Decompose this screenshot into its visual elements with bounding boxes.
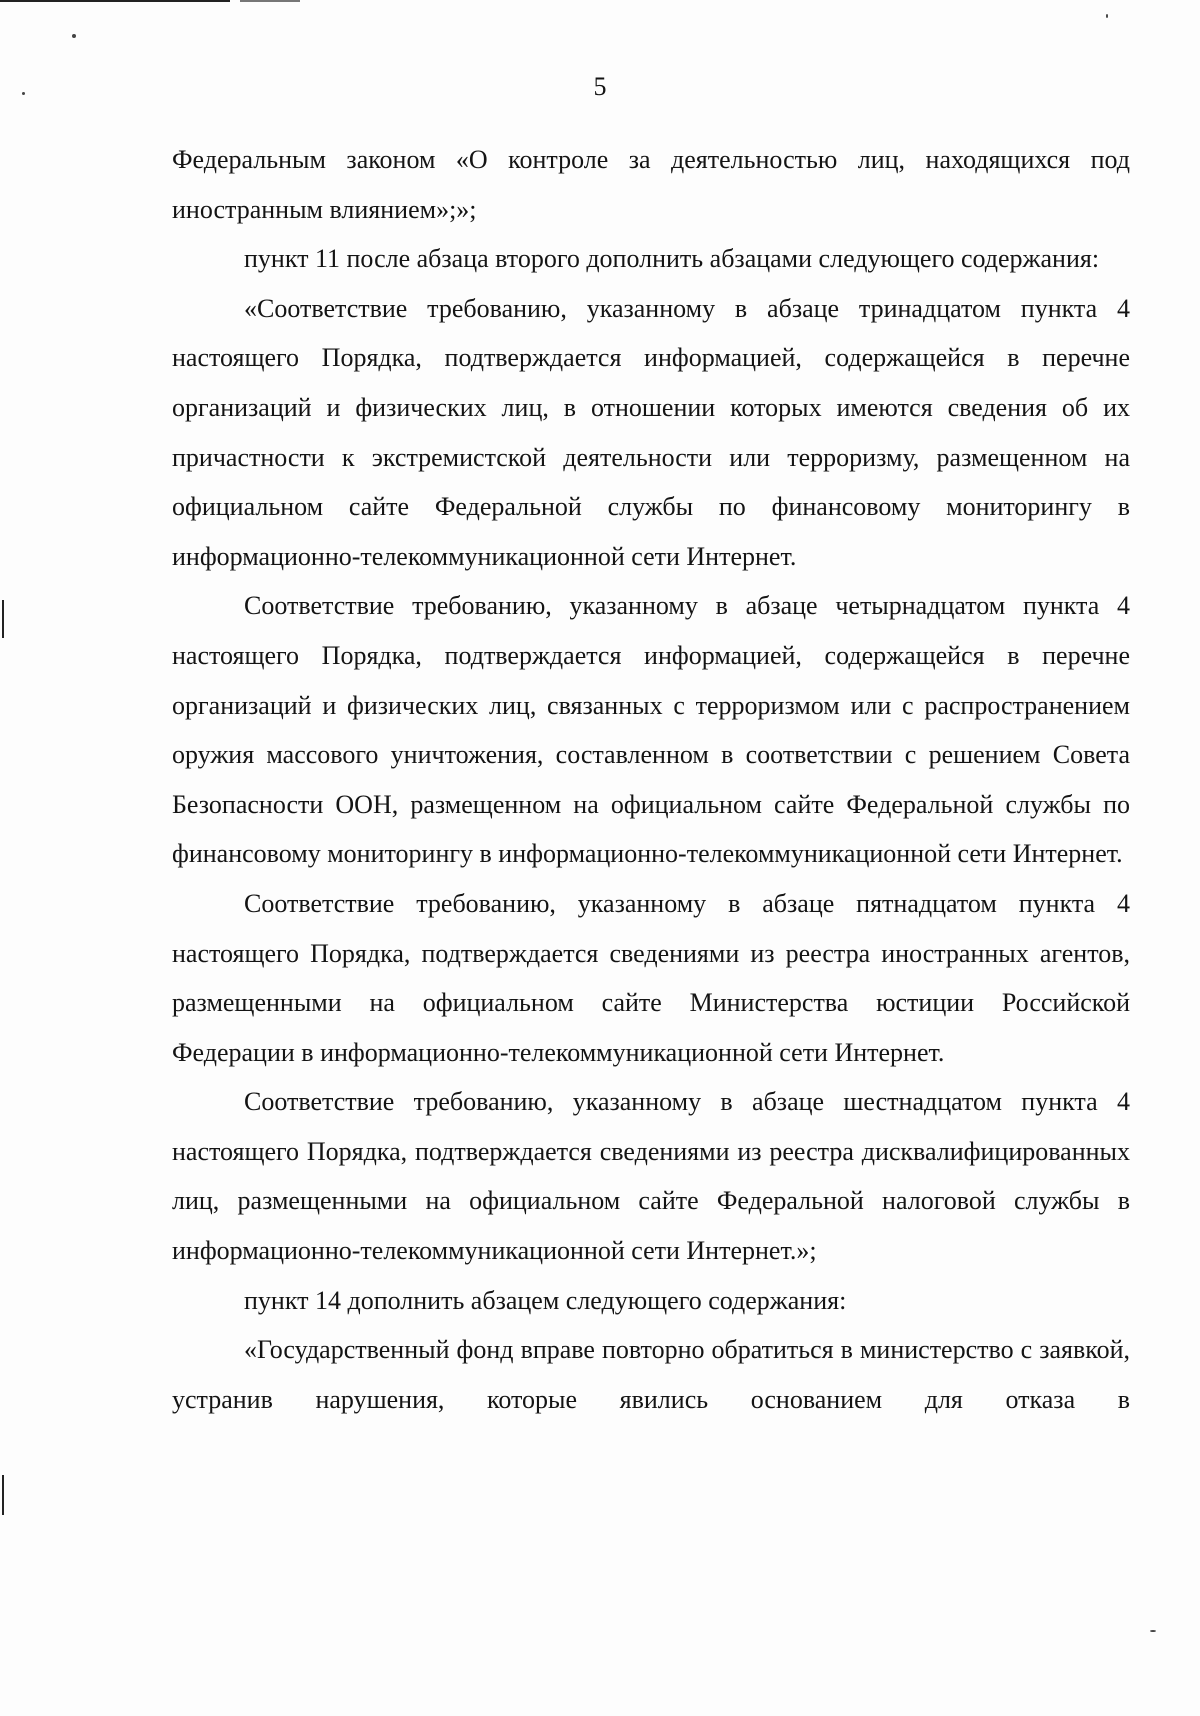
paragraph-requirement-15 [172, 879, 1130, 1077]
paragraph-text: пункт 14 дополнить абзацем следующего содержания: [244, 1285, 847, 1315]
paragraph-text: Соответствие требованию, указанному в абзаце четырнадцатом пункта 4 настоящего Порядка, подтверждается информацией, содержащейся в перечне организаций и физических лиц, связанных с терроризмом или с распространением оружия массового уничтожения, составленном в соответствии с решением Совета Безопасности ООН, размещенном на официальном сайте Федеральной службы по финансовому мониторингу в информационно-телекоммуникационной сети Интернет. [172, 591, 1130, 869]
document-body [172, 135, 1130, 1424]
paragraph-text: Соответствие требованию, указанному в абзаце шестнадцатом пункта 4 настоящего Порядка, подтверждается сведениями из реестра дисквалифицированных лиц, размещенными на официальном сайте Федеральной налоговой службы в информационно-телекоммуникационной сети Интернет.»; [172, 1087, 1130, 1266]
paragraph-resubmission [172, 1325, 1130, 1424]
paragraph-amendment-item-11 [172, 234, 1130, 284]
scan-artifact-top-line-2 [240, 0, 300, 2]
scan-artifact-top-line [0, 0, 230, 2]
page-number: 5 [593, 72, 607, 101]
paragraph-text: «Соответствие требованию, указанному в абзаце тринадцатом пункта 4 настоящего Порядка, подтверждается информацией, содержащейся в перечне организаций и физических лиц, в отношении которых имеются сведения об их причастности к экстремистской деятельности или терроризму, размещенном на официальном сайте Федеральной службы по финансовому мониторингу в информационно-телекоммуникационной сети Интернет. [172, 293, 1130, 571]
scan-speck [1150, 1630, 1156, 1632]
paragraph-requirement-16 [172, 1077, 1130, 1275]
paragraph-requirement-13 [172, 284, 1130, 582]
paragraph-requirement-14 [172, 581, 1130, 879]
paragraph-text: Соответствие требованию, указанному в абзаце пятнадцатом пункта 4 настоящего Порядка, подтверждается сведениями из реестра иностранных агентов, размещенными на официальном сайте Министерства юстиции Российской Федерации в информационно-телекоммуникационной сети Интернет. [172, 888, 1130, 1067]
scan-artifact-left-mark-2 [2, 1475, 4, 1515]
scan-speck [1106, 14, 1108, 18]
scan-artifact-left-mark-1 [2, 600, 4, 638]
scan-speck [72, 34, 76, 38]
paragraph-amendment-item-14 [172, 1276, 1130, 1326]
paragraph-continuation [172, 135, 1130, 234]
paragraph-text: Федеральным законом «О контроле за деятельностью лиц, находящихся под иностранным влиянием»;»; [172, 145, 1130, 224]
paragraph-text: «Государственный фонд вправе повторно обратиться в министерство с заявкой, устранив нарушения, которые явились основанием для отказа в [172, 1335, 1130, 1414]
paragraph-text: пункт 11 после абзаца второго дополнить абзацами следующего содержания: [244, 244, 1100, 274]
